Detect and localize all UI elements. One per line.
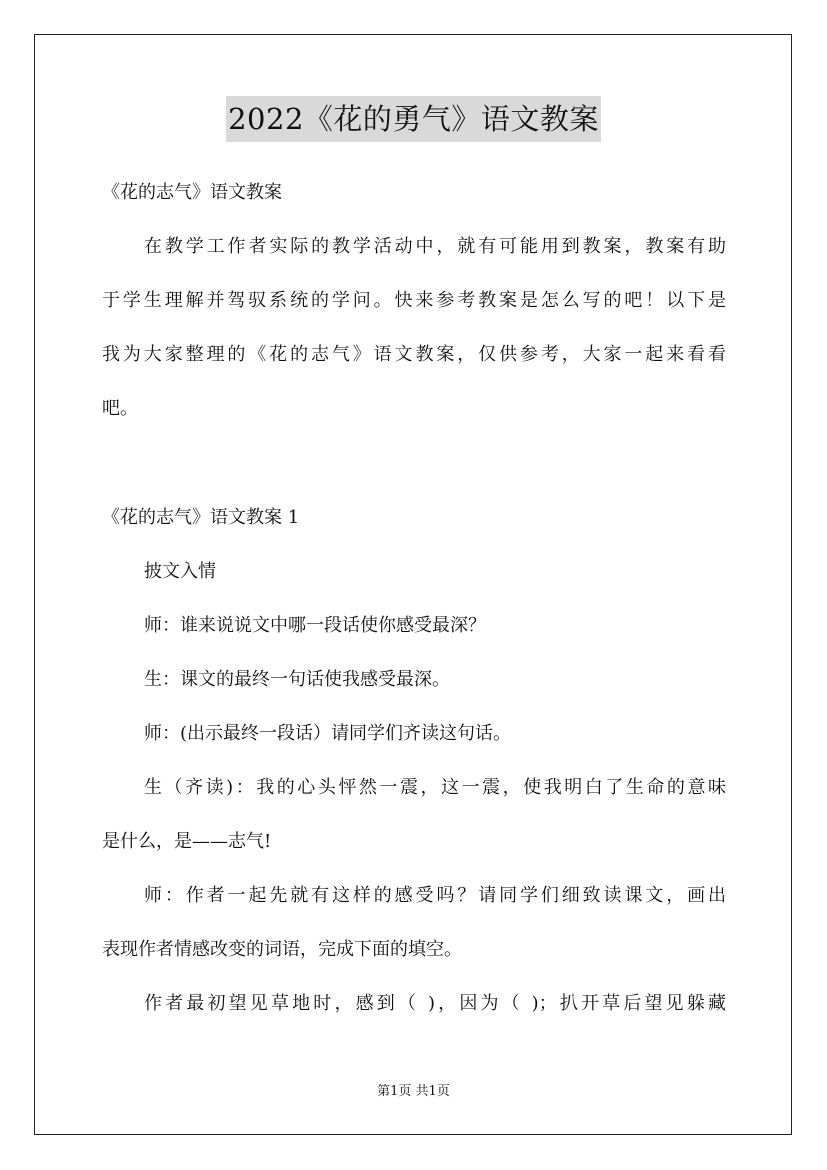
paragraph-line: 是什么，是——志气! (102, 831, 272, 852)
document-title: 2022《花的勇气》语文教案 (226, 96, 601, 142)
paragraph-line: 师：(出示最终一段话）请同学们齐读这句话。 (144, 723, 512, 744)
title-container (0, 96, 827, 142)
page-number: 第1页 共1页 (377, 1084, 450, 1099)
paragraph-line: 在教学工作者实际的教学活动中，就有可能用到教案，教案有助 (144, 236, 726, 257)
paragraph-line: 吧。 (102, 398, 138, 419)
document-subtitle: 《花的志气》语文教案 (102, 182, 282, 203)
paragraph-line: 师：作者一起先就有这样的感受吗？请同学们细致读课文，画出 (144, 885, 726, 906)
section-heading: 《花的志气》语文教案 1 (102, 507, 300, 528)
paragraph-line: 披文入情 (144, 561, 216, 582)
paragraph-line: 师：谁来说说文中哪一段话使你感受最深？ (144, 615, 486, 636)
paragraph-line: 表现作者情感改变的词语，完成下面的填空。 (102, 939, 462, 960)
paragraph-line: 我为大家整理的《花的志气》语文教案，仅供参考，大家一起来看看 (102, 344, 726, 365)
paragraph-line: 作者最初望见草地时，感到（ )，因为（ )；扒开草后望见躲藏 (144, 993, 726, 1014)
paragraph-line: 生：课文的最终一句话使我感受最深。 (144, 669, 450, 690)
paragraph-line: 于学生理解并驾驭系统的学问。快来参考教案是怎么写的吧！以下是 (102, 290, 726, 311)
paragraph-line: 生（齐读)：我的心头怦然一震，这一震，使我明白了生命的意味 (144, 777, 726, 798)
